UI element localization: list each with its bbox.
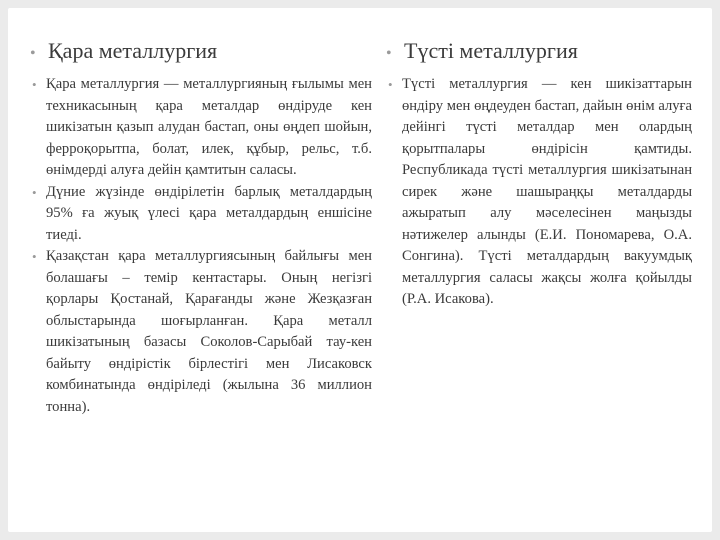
bullet-icon: • bbox=[32, 249, 37, 264]
bullet-icon: • bbox=[388, 77, 393, 92]
bullet-icon: • bbox=[30, 45, 36, 62]
bullet-icon: • bbox=[386, 45, 392, 62]
left-column-heading bbox=[30, 38, 372, 66]
list-item bbox=[30, 74, 372, 182]
list-item-text: Дүние жүзінде өндірілетін барлық металдардың 95% ға жуық үлесі қара металдардың еншісіне тиеді. bbox=[46, 183, 372, 243]
left-heading-text: Қара металлургия bbox=[48, 38, 218, 63]
list-item-text: Қара металлургия — металлургияның ғылымы мен техникасының қара металдар өндіруде кен шикізатын қазып алудан бастап, оны өңдеп шойын, ферроқорытпа, болат, илек, құбыр, рельс, т.б. өнімдерді алуға дейін қамтитын саласы. bbox=[46, 76, 372, 178]
left-column bbox=[30, 38, 372, 418]
slide-card bbox=[8, 8, 712, 532]
list-item-text: Қазақстан қара металлургиясының байлығы мен болашағы – темір кентастары. Оның негізгі қорлары Қостанай, Қарағанды және Жезқазған облыстарында шоғырланған. Қара металл шикізатының базасы Соколов-Сарыбай тау-кен байыту өндірістік бірлестігі мен Лисаковск комбинатында өндіріледі (жылына 36 миллион тонна). bbox=[46, 248, 372, 415]
right-column-heading bbox=[386, 38, 692, 66]
list-item bbox=[30, 182, 372, 247]
right-heading-text: Түсті металлургия bbox=[404, 38, 578, 63]
bullet-icon: • bbox=[32, 184, 37, 200]
right-column bbox=[386, 38, 692, 311]
bullet-icon: • bbox=[32, 77, 37, 92]
list-item bbox=[386, 74, 692, 311]
list-item-text: Түсті металлургия — кен шикізаттарын өндіру мен өңдеуден бастап, дайын өнім алуға дейінгі түсті металдар мен олардың қорытпалары өндірісін қамтиды. Республикада түсті металлургия шикізатынан сирек және шашыраңқы металдарды ажыратып алу мәселесінен маңызды нәтижелер алынды (Е.И. Пономарева, О.А. Сонгина). Түсті металдардың вакуумдық металлургия саласы жақсы жолға қойылды (Р.А. Исакова). bbox=[402, 76, 692, 307]
list-item bbox=[30, 246, 372, 418]
